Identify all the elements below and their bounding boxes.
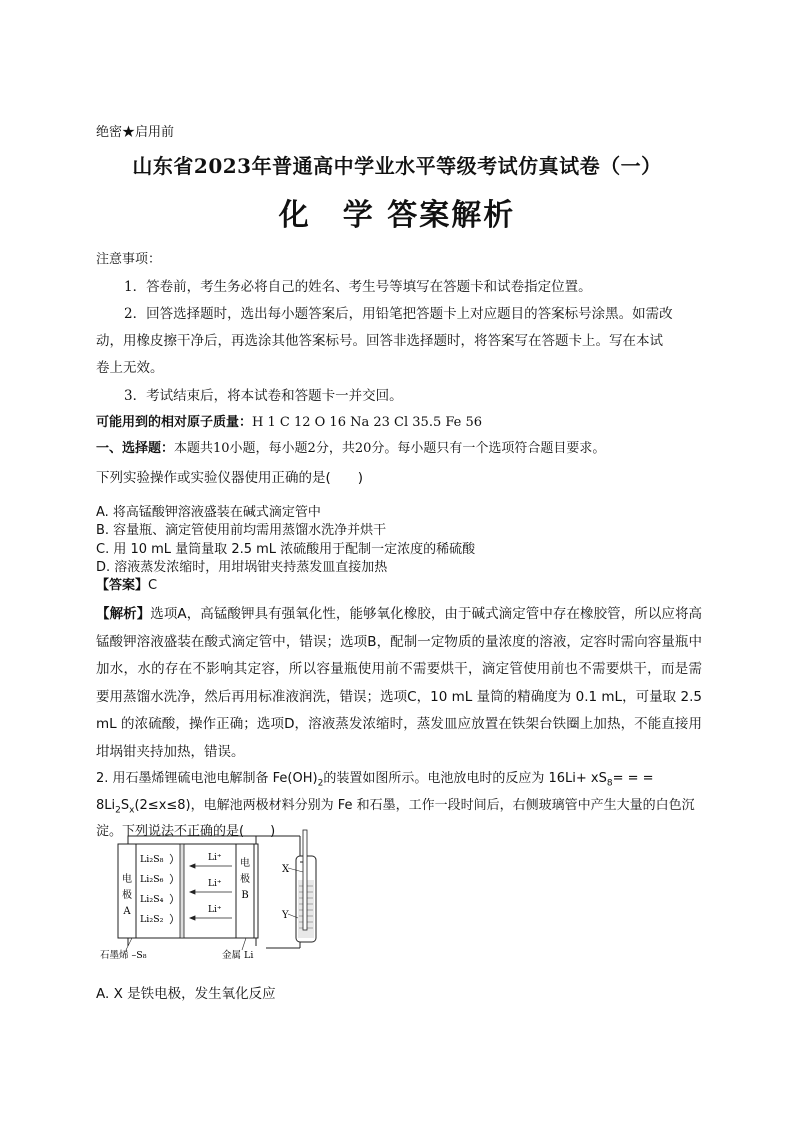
q1-option-b: B. 容量瓶、滴定管使用前均需用蒸馏水洗净并烘干 (96, 523, 387, 538)
atomic-mass-values: H 1 C 12 O 16 Na 23 Cl 35.5 Fe 56 (252, 415, 483, 430)
notice-item-2-line2: 动，用橡皮擦干净后，再选涂其他答案标号。回答非选择题时，将答案写在答题卡上。写在本试 (96, 333, 663, 349)
q1-option-a: A. 将高锰酸钾溶液盛装在碱式滴定管中 (96, 505, 321, 520)
q2-stem-e: (2≤x≤8)，电解池两极材料分别为 Fe 和石墨，工作一段时间后，右侧玻璃管中产生大量的白色沉淀。下列说法不正确的是( ) (96, 797, 695, 840)
separator-membrane (180, 844, 184, 938)
atomic-mass (96, 411, 482, 430)
electrode-b-label-1: 电 (240, 858, 250, 869)
electrode-b-label-2: 极 (240, 874, 250, 885)
notice-heading: 注意事项： (96, 252, 162, 267)
notice-item-3: 3．考试结束后，将本试卷和答题卡一并交回。 (124, 388, 403, 404)
analysis-label: 【解析】 (96, 606, 151, 622)
section1-heading (96, 437, 605, 456)
q2-stem-d: S (120, 797, 130, 813)
q2-stem-c: = = = 8Li (96, 771, 654, 813)
li-ion-2: Li⁺ (208, 879, 222, 889)
q1-analysis (96, 601, 702, 766)
answer-label: 【答案】 (96, 578, 149, 593)
li-ion-3: Li⁺ (208, 905, 222, 915)
q2-stem-b: 的装置如图所示。电池放电时的反应为 16Li+ xS (323, 771, 607, 786)
answer-value: C (148, 578, 158, 593)
notice-item-1: 1．答卷前，考生务必将自己的姓名、考生号等填写在答题卡和试卷指定位置。 (124, 279, 592, 295)
species-2: Li₂S₆ (140, 874, 164, 885)
li-ion-1: Li⁺ (208, 853, 222, 863)
q1-stem: 下列实验操作或实验仪器使用正确的是( ) (96, 470, 364, 486)
atomic-mass-label: 可能用到的相对原子质量： (96, 415, 253, 430)
label-metal-li: 金属 Li (222, 950, 254, 961)
electrode-a-label-3: A (123, 906, 131, 917)
species-3: Li₂S₄ (140, 894, 164, 905)
q2-option-a: A. X 是铁电极，发生氧化反应 (96, 986, 276, 1002)
battery-electrolysis-figure (96, 826, 336, 966)
q2-sub-li2: 2 (115, 805, 121, 816)
q2-sub-2: 2 (317, 778, 324, 789)
section1-desc: 本题共10小题，每小题2分，共20分。每小题只有一个选项符合题目要求。 (174, 441, 606, 456)
q2-sub-x: x (129, 805, 135, 816)
inner-electrode (303, 830, 307, 930)
exam-title: 山东省2023年普通高中学业水平等级考试仿真试卷（一） (132, 154, 662, 178)
analysis-text: 选项A，高锰酸钾具有强氧化性，能够氧化橡胶，由于碱式滴定管中存在橡胶管，所以应将高锰酸钾溶液盛装在酸式滴定管中，错误；选项B，配制一定物质的量浓度的溶液，定容时需向容量瓶中加水，水的存在不影响其定容，所以容量瓶使用前不需要烘干，滴定管使用前也不需要烘干，而是需要用蒸馏水洗净，然后再用标准液润洗，错误；选项C，10 mL 量筒的精确度为 0.1 mL，可量取 2.5 mL 的浓硫酸，操作正确；选项D，溶液蒸发浓缩时，蒸发皿应放置在铁架台铁圈上加热，不能直接用坩埚钳夹持加热，错误。 (96, 606, 703, 760)
q1-answer (96, 574, 157, 593)
label-y: Y (282, 910, 289, 921)
q2-stem-a: 2. 用石墨烯锂硫电池电解制备 Fe(OH) (96, 771, 318, 786)
subject-title: 化 学 答案解析 (278, 198, 516, 233)
species-4: Li₂S₂ (140, 914, 164, 925)
species-1: Li₂S₈ (140, 854, 164, 865)
secret-label: 绝密★启用前 (96, 125, 175, 140)
section1-title: 一、选择题： (96, 441, 175, 456)
label-graphene-s8: 石墨烯 –S₈ (100, 950, 147, 961)
q2-sub-8: 8 (606, 778, 613, 789)
electrode-a-label-2: 极 (122, 890, 132, 901)
electrode-a-label-1: 电 (122, 874, 132, 885)
q1-option-c: C. 用 10 mL 量筒量取 2.5 mL 浓硫酸用于配制一定浓度的稀硫酸 (96, 542, 476, 557)
electrode-b-label-3: B (241, 890, 249, 901)
label-x: X (282, 864, 290, 875)
notice-item-2-line3: 卷上无效。 (96, 360, 164, 376)
notice-item-2-line1: 2．回答选择题时，选出每小题答案后，用铅笔把答题卡上对应题目的答案标号涂黑。如需改 (124, 306, 673, 322)
q1-option-d: D. 溶液蒸发浓缩时，用坩埚钳夹持蒸发皿直接加热 (96, 560, 388, 575)
